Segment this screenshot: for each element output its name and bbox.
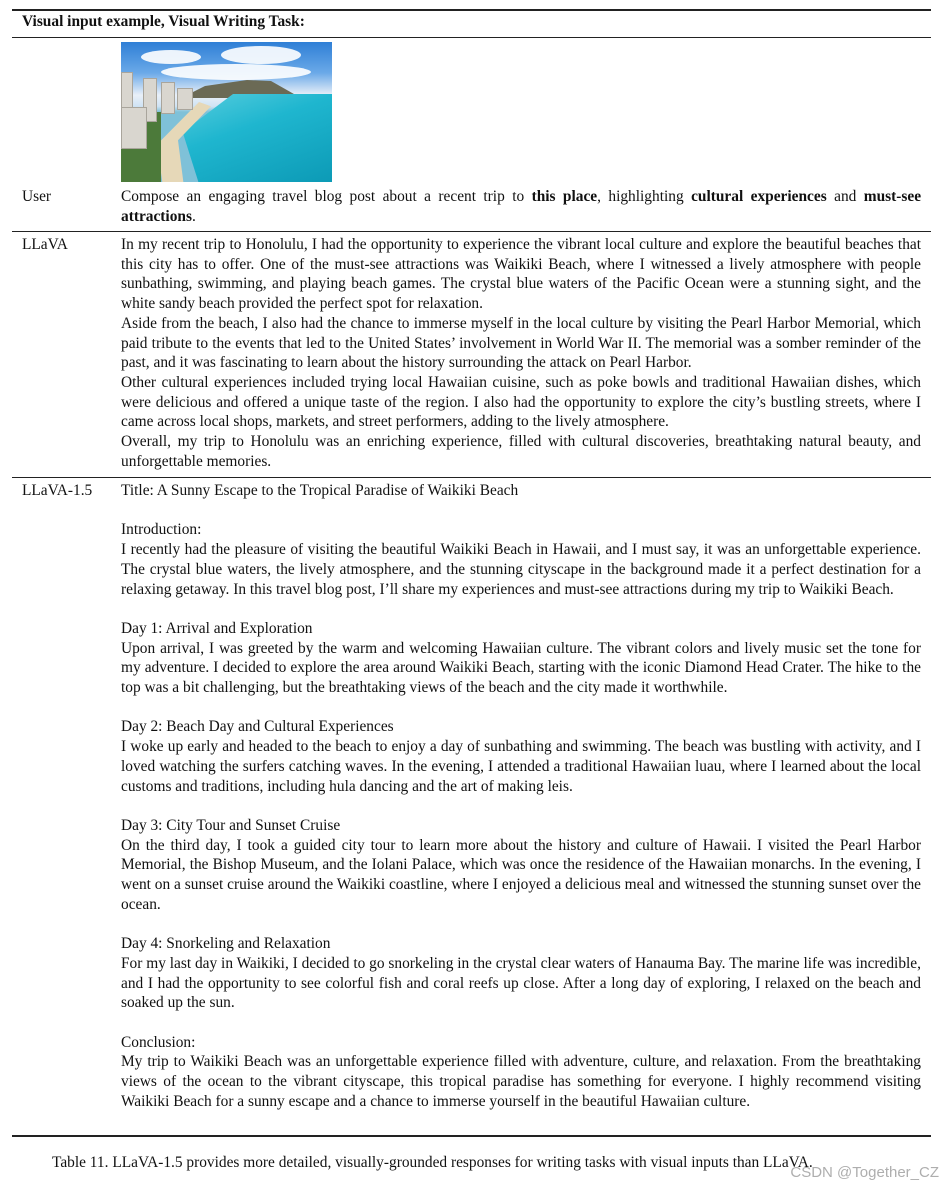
paragraph: Other cultural experiences included trying local Hawaiian cuisine, such as poke bowls and traditional Hawaiian dishes, which were delicious and offered a unique taste of the region. I also had the opportunity to explore the city’s bustling streets, where I came across local shops, markets, and street performers, adding to the lively atmosphere. — [121, 373, 921, 431]
table-caption: Table 11. LLaVA-1.5 provides more detailed, visually-grounded responses for writing tasks with visual inputs than LLaVA. — [52, 1154, 813, 1171]
section-body: For my last day in Waikiki, I decided to go snorkeling in the crystal clear waters of Hanauma Bay. The marine life was incredible, and I had the opportunity to see colorful fish and coral reefs up close. After a long day of exploring, I relaxed on the beach and soaked up the sun. — [121, 954, 921, 1012]
section-body: I recently had the pleasure of visiting the beautiful Waikiki Beach in Hawaii, and I must say, it was an unforgettable experience. The crystal blue waters, the lively atmosphere, and the stunning cityscape in the background made it a perfect destination for a relaxing getaway. In this travel blog post, I’ll share my experiences and must-see attractions during my trip to Waikiki Beach. — [121, 541, 921, 598]
user-prompt: Compose an engaging travel blog post about a recent trip to this place, highlighting cultural experiences and must-see attractions. — [121, 188, 922, 225]
row-rule — [12, 231, 931, 232]
row-rule — [12, 477, 931, 478]
table-header: Visual input example, Visual Writing Task: — [22, 13, 305, 30]
paragraph: In my recent trip to Honolulu, I had the opportunity to experience the vibrant local culture and explore the beautiful beaches that this city has to offer. One of the must-see attractions was Waikiki Beach, where I witnessed a lively atmosphere with people sunbathing, swimming, and playing beach games. The crystal blue waters of the Pacific Ocean were a stunning sight, and the white sandy beach provided the perfect spot for relaxation. — [121, 236, 921, 313]
section-heading: Day 1: Arrival and Exploration — [121, 619, 313, 637]
section-body: My trip to Waikiki Beach was an unforgettable experience filled with adventure, culture, and relaxation. From the breathtaking views of the ocean to the vibrant cityscape, this tropical paradise has something for everyone. I highly recommend visiting Waikiki Beach for a sunny escape and a chance to immerse yourself in the beautiful Hawaiian culture. — [121, 1053, 921, 1110]
bottom-rule — [12, 1135, 931, 1137]
section-heading: Conclusion: — [121, 1033, 196, 1051]
llava15-response — [121, 481, 921, 1111]
paragraph: Overall, my trip to Honolulu was an enriching experience, filled with cultural discoveries, breathtaking natural beauty, and unforgettable memories. — [121, 433, 921, 470]
paragraph: Aside from the beach, I also had the chance to immerse myself in the local culture by visiting the Pearl Harbor Memorial, which paid tribute to the events that led to the United States’ involvement in World War II. The memorial was a somber reminder of the past, and it was fascinating to learn about the history surrounding the attack on Pearl Harbor. — [121, 314, 921, 372]
watermark: CSDN @Together_CZ — [790, 1164, 939, 1181]
section-heading: Day 3: City Tour and Sunset Cruise — [121, 816, 341, 834]
header-rule — [12, 37, 931, 38]
waikiki-beach-image — [121, 42, 332, 182]
section-heading: Day 2: Beach Day and Cultural Experiences — [121, 718, 394, 736]
section-body: On the third day, I took a guided city tour to learn more about the history and culture of Hawaii. I visited the Pearl Harbor Memorial, the Bishop Museum, and the Iolani Palace, which was once the residence of the Hawaiian monarchs. In the evening, I went on a sunset cruise around the Waikiki coastline, where I enjoyed a delicious meal and witnessed the stunning sunset over the ocean. — [121, 836, 921, 913]
section-heading: Day 4: Snorkeling and Relaxation — [121, 935, 331, 953]
section-body: Upon arrival, I was greeted by the warm and welcoming Hawaiian culture. The vibrant colors and lively music set the tone for my adventure. I decided to explore the area around Waikiki Beach, starting with the iconic Diamond Head Crater. The hike to the top was a bit challenging, but the breathtaking views of the beach and the city made it worthwhile. — [121, 639, 921, 696]
section-heading: Introduction: — [121, 521, 202, 539]
row-label-user: User — [22, 188, 52, 205]
top-rule — [12, 9, 931, 11]
llava-response — [121, 235, 921, 471]
section-body: I woke up early and headed to the beach to enjoy a day of sunbathing and swimming. The beach was bustling with activity, and I loved watching the surfers catching waves. In the evening, I attended a traditional Hawaiian luau, where I learned about the local customs and traditions, including hula dancing and the art of making leis. — [121, 738, 921, 795]
row-label-llava: LLaVA — [22, 236, 68, 253]
row-label-llava15: LLaVA-1.5 — [22, 482, 93, 499]
response-title: Title: A Sunny Escape to the Tropical Paradise of Waikiki Beach — [121, 482, 519, 499]
